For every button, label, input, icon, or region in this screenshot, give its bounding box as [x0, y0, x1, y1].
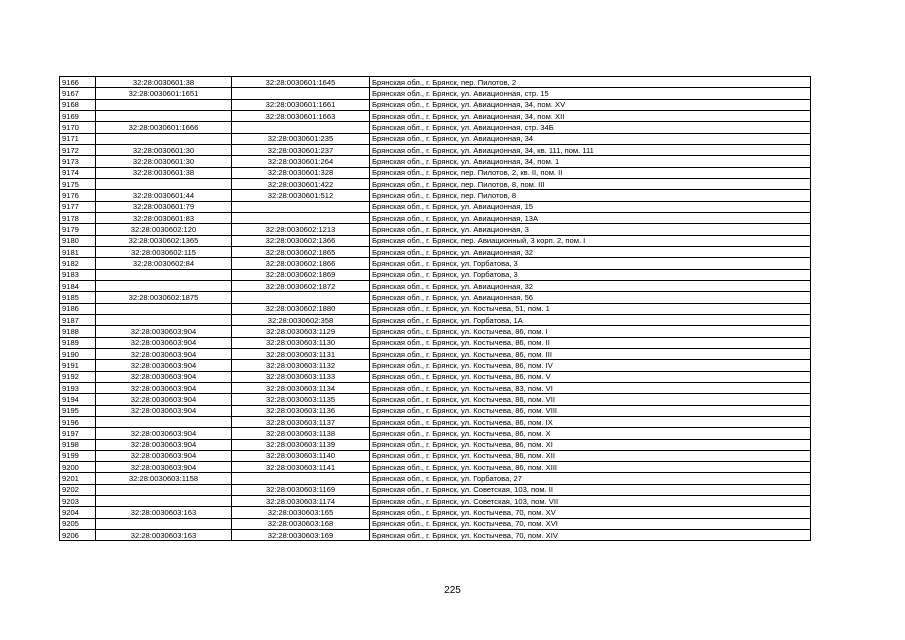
object-cadastral-number-cell — [232, 473, 370, 484]
address-cell: Брянская обл., г. Брянск, ул. Костычева, 70, пом. XVI — [370, 518, 811, 529]
object-cadastral-number-cell — [232, 292, 370, 303]
table-row — [60, 360, 811, 371]
address-cell: Брянская обл., г. Брянск, ул. Костычева, 86, пом. III — [370, 348, 811, 359]
address-cell: Брянская обл., г. Брянск, ул. Авиационная, 34, пом. XII — [370, 110, 811, 121]
address-cell: Брянская обл., г. Брянск, ул. Костычева, 70, пом. XV — [370, 507, 811, 518]
object-cadastral-number-cell: 32:28:0030603:1136 — [232, 405, 370, 416]
table-row — [60, 133, 811, 144]
land-cadastral-number-cell — [96, 280, 232, 291]
row-number-cell: 9173 — [60, 156, 96, 167]
object-cadastral-number-cell: 32:28:0030603:1134 — [232, 382, 370, 393]
land-cadastral-number-cell: 32:28:0030603:904 — [96, 450, 232, 461]
address-cell: Брянская обл., г. Брянск, ул. Горбатова, 1А — [370, 314, 811, 325]
row-number-cell: 9172 — [60, 144, 96, 155]
table-row — [60, 450, 811, 461]
table-row — [60, 530, 811, 541]
object-cadastral-number-cell: 32:28:0030603:1133 — [232, 371, 370, 382]
table-row — [60, 201, 811, 212]
row-number-cell: 9200 — [60, 462, 96, 473]
row-number-cell: 9186 — [60, 303, 96, 314]
address-cell: Брянская обл., г. Брянск, ул. Авиационная, 34, пом. 1 — [370, 156, 811, 167]
address-cell: Брянская обл., г. Брянск, ул. Костычева, 86, пом. XIII — [370, 462, 811, 473]
address-cell: Брянская обл., г. Брянск, ул. Костычева, 86, пом. II — [370, 337, 811, 348]
land-cadastral-number-cell: 32:28:0030602:120 — [96, 224, 232, 235]
address-cell: Брянская обл., г. Брянск, ул. Костычева, 86, пом. XI — [370, 439, 811, 450]
row-number-cell: 9190 — [60, 348, 96, 359]
land-cadastral-number-cell: 32:28:0030601:44 — [96, 190, 232, 201]
address-cell: Брянская обл., г. Брянск, пер. Пилотов, 2 — [370, 77, 811, 88]
land-cadastral-number-cell: 32:28:0030602:1365 — [96, 235, 232, 246]
row-number-cell: 9177 — [60, 201, 96, 212]
row-number-cell: 9203 — [60, 496, 96, 507]
address-cell: Брянская обл., г. Брянск, ул. Костычева, 86, пом. I — [370, 326, 811, 337]
row-number-cell: 9192 — [60, 371, 96, 382]
address-cell: Брянская обл., г. Брянск, ул. Горбатова, 3 — [370, 258, 811, 269]
table-row — [60, 212, 811, 223]
row-number-cell: 9188 — [60, 326, 96, 337]
table-row — [60, 235, 811, 246]
table-row — [60, 348, 811, 359]
table-row — [60, 122, 811, 133]
row-number-cell: 9193 — [60, 382, 96, 393]
land-cadastral-number-cell — [96, 518, 232, 529]
address-cell: Брянская обл., г. Брянск, ул. Костычева, 70, пом. XIV — [370, 530, 811, 541]
land-cadastral-number-cell — [96, 178, 232, 189]
table-row — [60, 292, 811, 303]
row-number-cell: 9197 — [60, 428, 96, 439]
address-cell: Брянская обл., г. Брянск, ул. Авиационная, 32 — [370, 280, 811, 291]
object-cadastral-number-cell — [232, 212, 370, 223]
address-cell: Брянская обл., г. Брянск, ул. Авиационная, 32 — [370, 246, 811, 257]
object-cadastral-number-cell: 32:28:0030602:1366 — [232, 235, 370, 246]
row-number-cell: 9185 — [60, 292, 96, 303]
land-cadastral-number-cell: 32:28:0030603:904 — [96, 405, 232, 416]
land-cadastral-number-cell: 32:28:0030603:904 — [96, 462, 232, 473]
table-row — [60, 496, 811, 507]
table-row — [60, 144, 811, 155]
table-row — [60, 416, 811, 427]
row-number-cell: 9198 — [60, 439, 96, 450]
address-cell: Брянская обл., г. Брянск, ул. Костычева, 86, пом. IX — [370, 416, 811, 427]
table-row — [60, 246, 811, 257]
object-cadastral-number-cell: 32:28:0030603:1129 — [232, 326, 370, 337]
object-cadastral-number-cell: 32:28:0030601:235 — [232, 133, 370, 144]
object-cadastral-number-cell: 32:28:0030603:1140 — [232, 450, 370, 461]
land-cadastral-number-cell: 32:28:0030601:79 — [96, 201, 232, 212]
object-cadastral-number-cell: 32:28:0030603:1138 — [232, 428, 370, 439]
object-cadastral-number-cell: 32:28:0030603:1137 — [232, 416, 370, 427]
object-cadastral-number-cell: 32:28:0030602:1869 — [232, 269, 370, 280]
row-number-cell: 9191 — [60, 360, 96, 371]
object-cadastral-number-cell: 32:28:0030601:512 — [232, 190, 370, 201]
row-number-cell: 9180 — [60, 235, 96, 246]
object-cadastral-number-cell: 32:28:0030603:1141 — [232, 462, 370, 473]
row-number-cell: 9189 — [60, 337, 96, 348]
land-cadastral-number-cell — [96, 314, 232, 325]
row-number-cell: 9168 — [60, 99, 96, 110]
land-cadastral-number-cell — [96, 496, 232, 507]
address-cell: Брянская обл., г. Брянск, ул. Костычева, 86, пом. V — [370, 371, 811, 382]
object-cadastral-number-cell: 32:28:0030602:1880 — [232, 303, 370, 314]
land-cadastral-number-cell: 32:28:0030603:904 — [96, 394, 232, 405]
table-row — [60, 428, 811, 439]
row-number-cell: 9181 — [60, 246, 96, 257]
table-row — [60, 178, 811, 189]
land-cadastral-number-cell: 32:28:0030603:904 — [96, 382, 232, 393]
row-number-cell: 9178 — [60, 212, 96, 223]
table-row — [60, 518, 811, 529]
land-cadastral-number-cell: 32:28:0030603:163 — [96, 530, 232, 541]
object-cadastral-number-cell: 32:28:0030602:1213 — [232, 224, 370, 235]
row-number-cell: 9183 — [60, 269, 96, 280]
row-number-cell: 9206 — [60, 530, 96, 541]
object-cadastral-number-cell: 32:28:0030603:1135 — [232, 394, 370, 405]
row-number-cell: 9196 — [60, 416, 96, 427]
address-cell: Брянская обл., г. Брянск, ул. Советская, 103, пом. VII — [370, 496, 811, 507]
row-number-cell: 9176 — [60, 190, 96, 201]
table-row — [60, 371, 811, 382]
land-cadastral-number-cell — [96, 303, 232, 314]
object-cadastral-number-cell: 32:28:0030603:169 — [232, 530, 370, 541]
land-cadastral-number-cell: 32:28:0030601:30 — [96, 144, 232, 155]
row-number-cell: 9167 — [60, 88, 96, 99]
land-cadastral-number-cell: 32:28:0030603:904 — [96, 360, 232, 371]
object-cadastral-number-cell: 32:28:0030603:168 — [232, 518, 370, 529]
row-number-cell: 9204 — [60, 507, 96, 518]
object-cadastral-number-cell — [232, 122, 370, 133]
land-cadastral-number-cell: 32:28:0030603:1158 — [96, 473, 232, 484]
object-cadastral-number-cell — [232, 201, 370, 212]
table-row — [60, 88, 811, 99]
table-row — [60, 382, 811, 393]
land-cadastral-number-cell: 32:28:0030602:115 — [96, 246, 232, 257]
object-cadastral-number-cell: 32:28:0030603:1169 — [232, 484, 370, 495]
land-cadastral-number-cell — [96, 484, 232, 495]
object-cadastral-number-cell: 32:28:0030602:1865 — [232, 246, 370, 257]
object-cadastral-number-cell: 32:28:0030603:1174 — [232, 496, 370, 507]
land-cadastral-number-cell: 32:28:0030601:1666 — [96, 122, 232, 133]
address-cell: Брянская обл., г. Брянск, пер. Авиационный, 3 корп. 2, пом. I — [370, 235, 811, 246]
page-number: 225 — [444, 585, 461, 596]
row-number-cell: 9205 — [60, 518, 96, 529]
table-row — [60, 167, 811, 178]
land-cadastral-number-cell: 32:28:0030601:30 — [96, 156, 232, 167]
land-cadastral-number-cell — [96, 269, 232, 280]
land-cadastral-number-cell: 32:28:0030602:1875 — [96, 292, 232, 303]
table-row — [60, 394, 811, 405]
object-cadastral-number-cell — [232, 88, 370, 99]
table-row — [60, 337, 811, 348]
object-cadastral-number-cell: 32:28:0030601:264 — [232, 156, 370, 167]
land-cadastral-number-cell: 32:28:0030603:904 — [96, 428, 232, 439]
land-cadastral-number-cell — [96, 416, 232, 427]
object-cadastral-number-cell: 32:28:0030602:1872 — [232, 280, 370, 291]
row-number-cell: 9174 — [60, 167, 96, 178]
address-cell: Брянская обл., г. Брянск, ул. Авиационная, 3 — [370, 224, 811, 235]
address-cell: Брянская обл., г. Брянск, ул. Авиационная, стр. 15 — [370, 88, 811, 99]
object-cadastral-number-cell: 32:28:0030603:1131 — [232, 348, 370, 359]
land-cadastral-number-cell: 32:28:0030603:904 — [96, 371, 232, 382]
address-cell: Брянская обл., г. Брянск, пер. Пилотов, 8 — [370, 190, 811, 201]
table-row — [60, 110, 811, 121]
land-cadastral-number-cell: 32:28:0030601:1651 — [96, 88, 232, 99]
table-row — [60, 156, 811, 167]
land-cadastral-number-cell: 32:28:0030601:38 — [96, 77, 232, 88]
row-number-cell: 9187 — [60, 314, 96, 325]
address-cell: Брянская обл., г. Брянск, ул. Костычева, 51, пом. 1 — [370, 303, 811, 314]
table-row — [60, 507, 811, 518]
address-cell: Брянская обл., г. Брянск, пер. Пилотов, 8, пом. III — [370, 178, 811, 189]
table-row — [60, 77, 811, 88]
row-number-cell: 9194 — [60, 394, 96, 405]
address-cell: Брянская обл., г. Брянск, ул. Костычева, 86, пом. X — [370, 428, 811, 439]
table-row — [60, 484, 811, 495]
address-cell: Брянская обл., г. Брянск, ул. Авиационная, 34, пом. XV — [370, 99, 811, 110]
row-number-cell: 9179 — [60, 224, 96, 235]
row-number-cell: 9184 — [60, 280, 96, 291]
table-row — [60, 303, 811, 314]
object-cadastral-number-cell: 32:28:0030603:1139 — [232, 439, 370, 450]
land-cadastral-number-cell: 32:28:0030603:163 — [96, 507, 232, 518]
address-cell: Брянская обл., г. Брянск, ул. Костычева, 86, пом. XII — [370, 450, 811, 461]
address-cell: Брянская обл., г. Брянск, ул. Горбатова, 27 — [370, 473, 811, 484]
row-number-cell: 9201 — [60, 473, 96, 484]
row-number-cell: 9199 — [60, 450, 96, 461]
table-row — [60, 439, 811, 450]
table-row — [60, 280, 811, 291]
row-number-cell: 9166 — [60, 77, 96, 88]
object-cadastral-number-cell: 32:28:0030601:237 — [232, 144, 370, 155]
land-cadastral-number-cell: 32:28:0030603:904 — [96, 337, 232, 348]
address-cell: Брянская обл., г. Брянск, ул. Костычева, 86, пом. IV — [370, 360, 811, 371]
address-cell: Брянская обл., г. Брянск, ул. Авиационная, 34, кв. 111, пом. 111 — [370, 144, 811, 155]
object-cadastral-number-cell: 32:28:0030603:165 — [232, 507, 370, 518]
object-cadastral-number-cell: 32:28:0030601:328 — [232, 167, 370, 178]
land-cadastral-number-cell: 32:28:0030603:904 — [96, 439, 232, 450]
table-row — [60, 326, 811, 337]
row-number-cell: 9175 — [60, 178, 96, 189]
row-number-cell: 9202 — [60, 484, 96, 495]
registry-table-body — [60, 77, 811, 541]
object-cadastral-number-cell: 32:28:0030603:1132 — [232, 360, 370, 371]
object-cadastral-number-cell: 32:28:0030602:1866 — [232, 258, 370, 269]
address-cell: Брянская обл., г. Брянск, ул. Костычева, 83, пом. VI — [370, 382, 811, 393]
address-cell: Брянская обл., г. Брянск, ул. Авиационная, 15 — [370, 201, 811, 212]
land-cadastral-number-cell: 32:28:0030601:38 — [96, 167, 232, 178]
object-cadastral-number-cell: 32:28:0030601:1663 — [232, 110, 370, 121]
row-number-cell: 9170 — [60, 122, 96, 133]
land-cadastral-number-cell — [96, 110, 232, 121]
land-cadastral-number-cell — [96, 99, 232, 110]
table-row — [60, 462, 811, 473]
address-cell: Брянская обл., г. Брянск, пер. Пилотов, 2, кв. II, пом. II — [370, 167, 811, 178]
table-row — [60, 224, 811, 235]
row-number-cell: 9169 — [60, 110, 96, 121]
address-cell: Брянская обл., г. Брянск, ул. Авиационная, 13А — [370, 212, 811, 223]
object-cadastral-number-cell: 32:28:0030601:422 — [232, 178, 370, 189]
cadastral-registry-table — [59, 76, 811, 541]
address-cell: Брянская обл., г. Брянск, ул. Авиационная, 56 — [370, 292, 811, 303]
object-cadastral-number-cell: 32:28:0030601:1645 — [232, 77, 370, 88]
table-row — [60, 314, 811, 325]
object-cadastral-number-cell: 32:28:0030602:358 — [232, 314, 370, 325]
object-cadastral-number-cell: 32:28:0030601:1661 — [232, 99, 370, 110]
table-row — [60, 473, 811, 484]
table-row — [60, 269, 811, 280]
row-number-cell: 9171 — [60, 133, 96, 144]
address-cell: Брянская обл., г. Брянск, ул. Авиационная, стр. 34Б — [370, 122, 811, 133]
table-row — [60, 99, 811, 110]
land-cadastral-number-cell: 32:28:0030603:904 — [96, 326, 232, 337]
address-cell: Брянская обл., г. Брянск, ул. Костычева, 86, пом. VII — [370, 394, 811, 405]
table-row — [60, 190, 811, 201]
address-cell: Брянская обл., г. Брянск, ул. Авиационная, 34 — [370, 133, 811, 144]
address-cell: Брянская обл., г. Брянск, ул. Советская, 103, пом. II — [370, 484, 811, 495]
row-number-cell: 9195 — [60, 405, 96, 416]
table-row — [60, 258, 811, 269]
table-row — [60, 405, 811, 416]
object-cadastral-number-cell: 32:28:0030603:1130 — [232, 337, 370, 348]
address-cell: Брянская обл., г. Брянск, ул. Горбатова, 3 — [370, 269, 811, 280]
land-cadastral-number-cell — [96, 133, 232, 144]
land-cadastral-number-cell: 32:28:0030602:84 — [96, 258, 232, 269]
land-cadastral-number-cell: 32:28:0030603:904 — [96, 348, 232, 359]
land-cadastral-number-cell: 32:28:0030601:83 — [96, 212, 232, 223]
address-cell: Брянская обл., г. Брянск, ул. Костычева, 86, пом. VIII — [370, 405, 811, 416]
row-number-cell: 9182 — [60, 258, 96, 269]
